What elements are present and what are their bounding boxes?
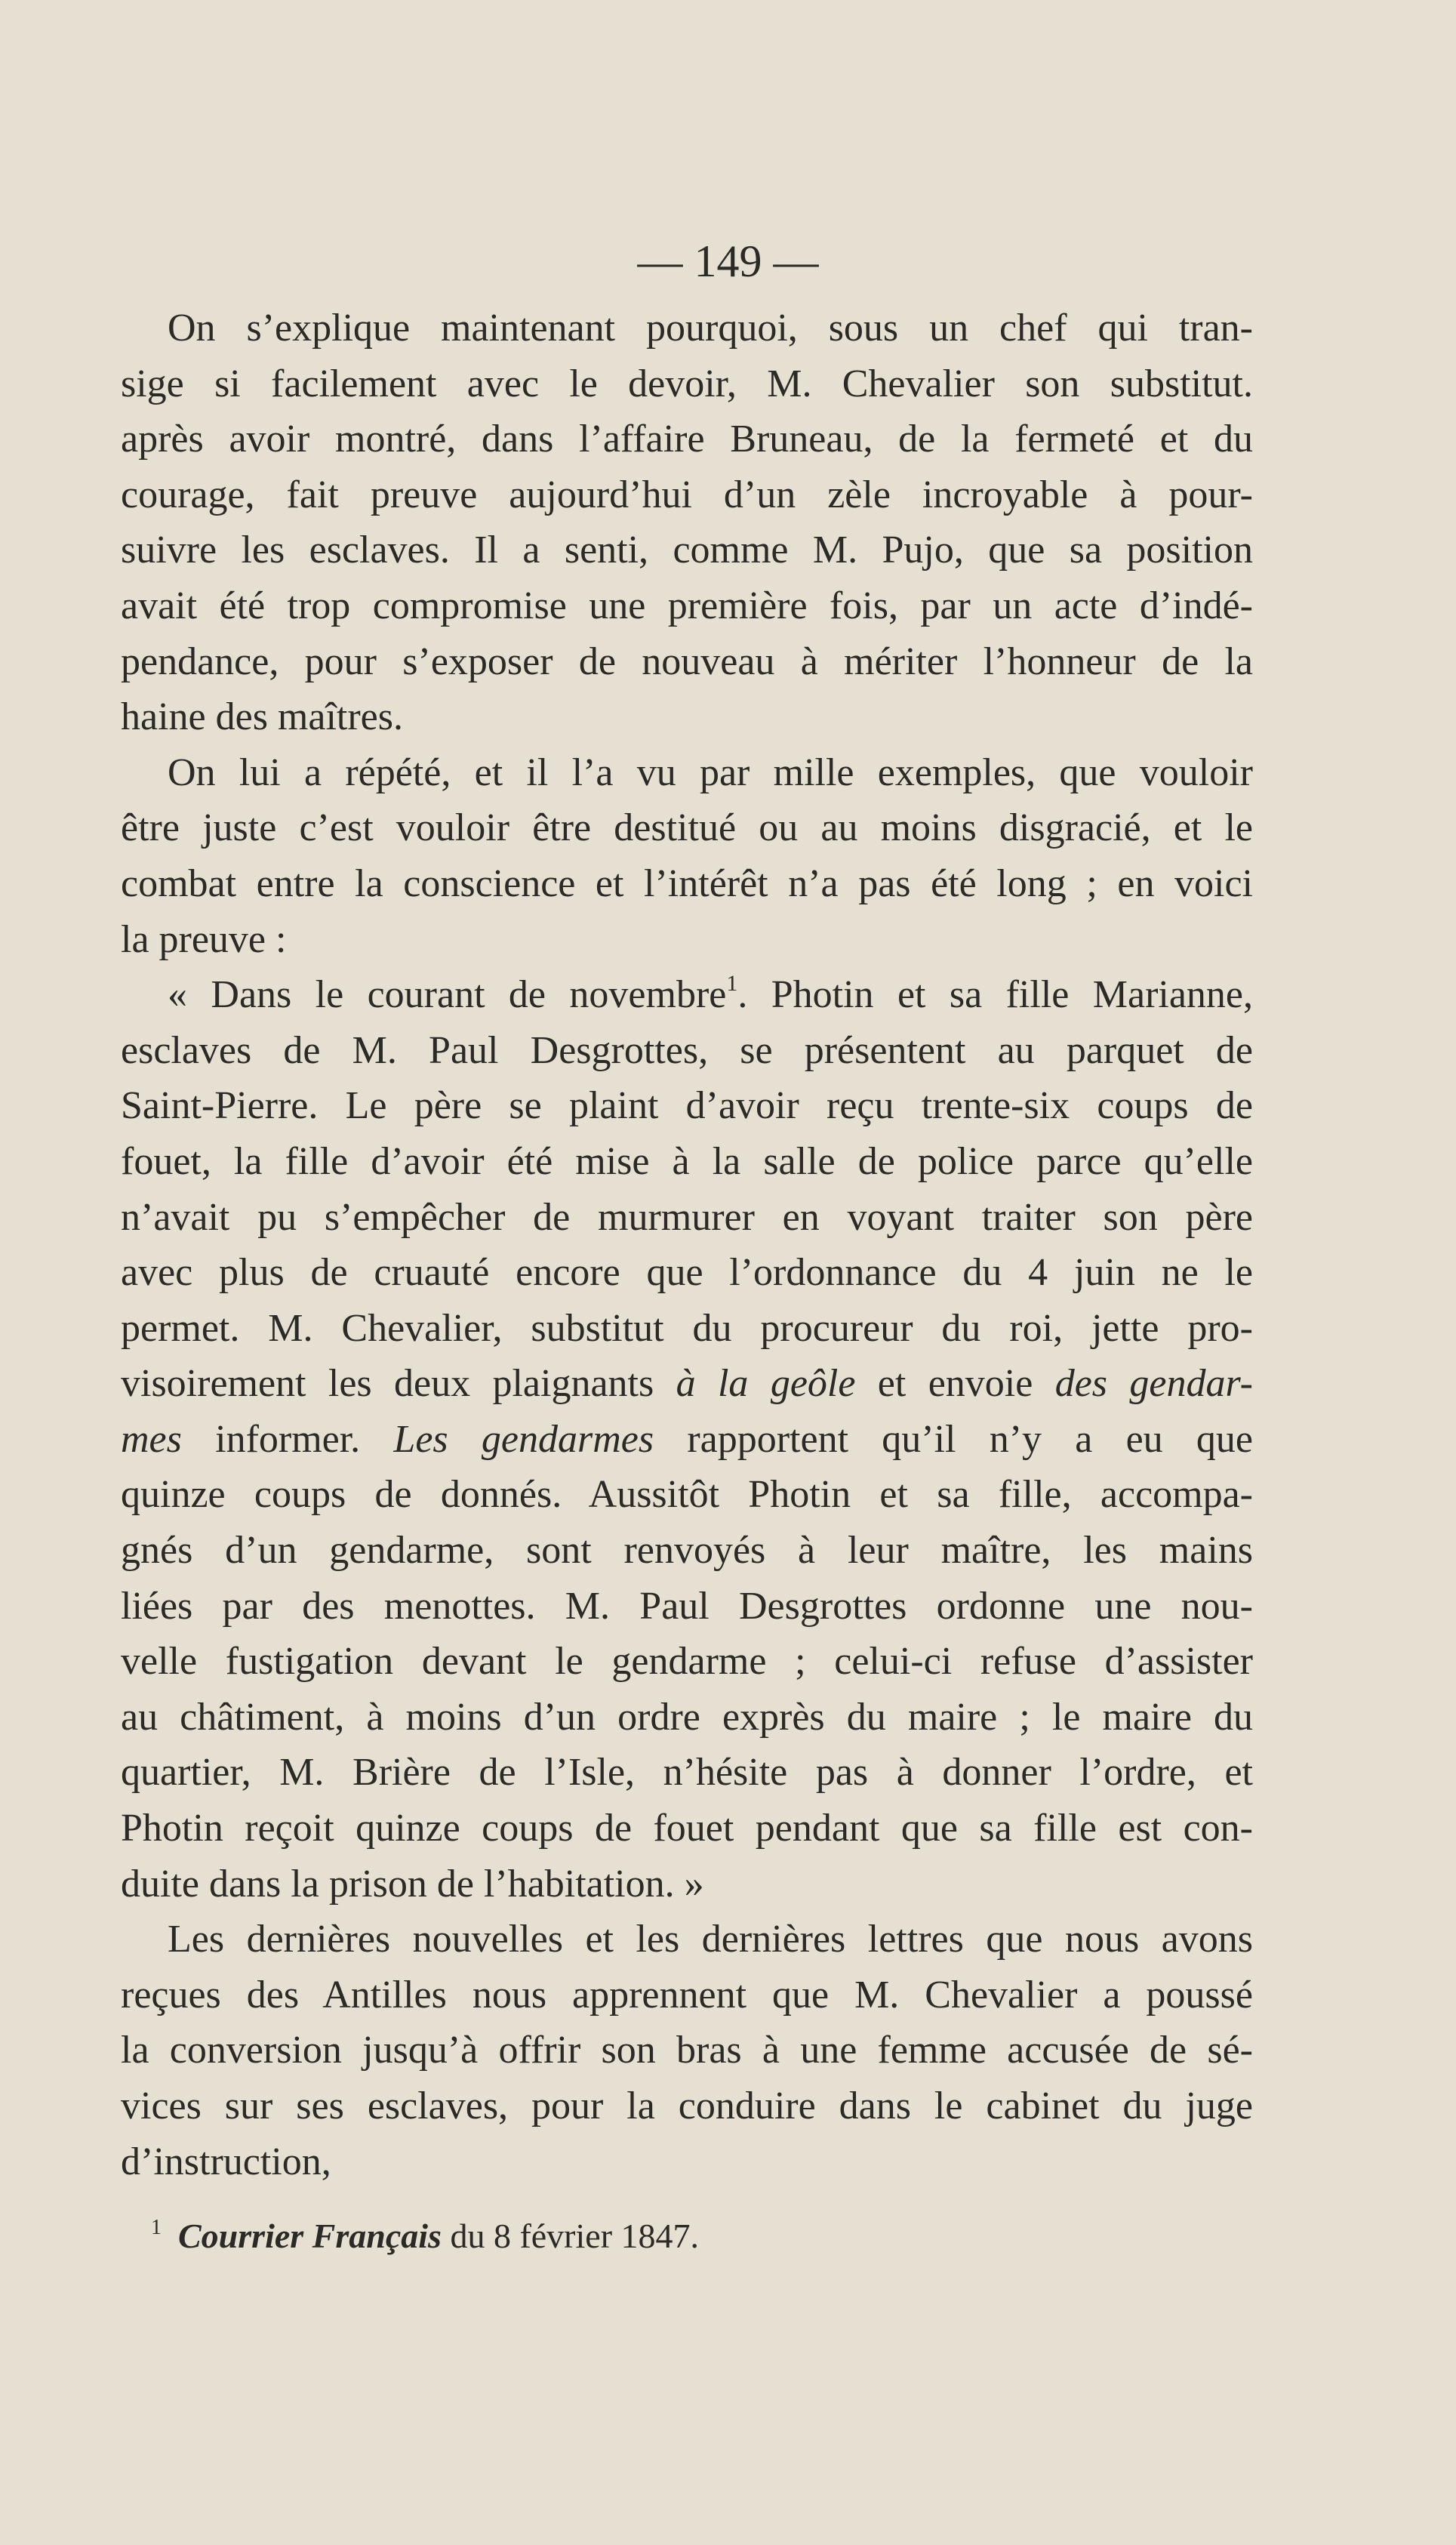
text-line: velle fustigation devant le gendarme ; celui-ci refuse d’assister — [121, 1640, 1253, 1684]
text-line: duite dans la prison de l’habitation. » — [121, 1862, 704, 1906]
text-line: vices sur ses esclaves, pour la conduire dans le cabinet du juge — [121, 2084, 1253, 2128]
text-line: combat entre la conscience et l’intérêt n’a pas été long ; en voici — [121, 861, 1253, 905]
text-line: suivre les esclaves. Il a senti, comme M. Pujo, que sa position — [121, 528, 1253, 572]
text-line: n’avait pu s’empêcher de murmurer en voyant traiter son père — [121, 1195, 1253, 1239]
text-line: sige si facilement avec le devoir, M. Chevalier son substitut. — [121, 362, 1253, 405]
text-line: avec plus de cruauté encore que l’ordonnance du 4 juin ne le — [121, 1251, 1253, 1295]
text-line — [121, 1356, 1253, 1412]
footnote-source-title: Courrier Français — [178, 2217, 442, 2255]
text-line: Les dernières nouvelles et les dernières lettres que nous avons — [168, 1918, 1253, 1961]
footnote — [151, 2214, 1208, 2259]
footnote-text: du 8 février 1847. — [441, 2217, 700, 2255]
text-line: esclaves de M. Paul Desgrottes, se présentent au parquet de — [121, 1028, 1253, 1072]
text-line: d’instruction, — [121, 2140, 331, 2183]
text-line: quinze coups de donnés. Aussitôt Photin et sa fille, accompa- — [121, 1473, 1253, 1517]
text-line — [121, 967, 1253, 1023]
text-line: avait été trop compromise une première fois, par un acte d’indé- — [121, 584, 1253, 627]
paragraph-3-quotation — [121, 967, 1253, 1912]
italic-text: mes — [121, 1417, 182, 1461]
italic-text: des gendar- — [1054, 1362, 1253, 1406]
text-line: Photin reçoit quinze coups de fouet pendant que sa fille est con- — [121, 1807, 1253, 1850]
body-text — [121, 300, 1253, 2189]
paragraph-1 — [121, 300, 1253, 745]
paragraph-2 — [121, 745, 1253, 967]
text-span: et envoie — [855, 1362, 1055, 1406]
paragraph-4 — [121, 1912, 1253, 2189]
text-span: « Dans le courant de novembre — [168, 973, 727, 1017]
text-line: reçues des Antilles nous apprennent que M. Chevalier a poussé — [121, 1973, 1253, 2017]
text-line — [121, 1412, 1253, 1468]
footnote-mark: 1 — [151, 2216, 162, 2239]
text-line: courage, fait preuve aujourd’hui d’un zèle incroyable à pour- — [121, 473, 1253, 516]
text-line: pendance, pour s’exposer de nouveau à mériter l’honneur de la — [121, 639, 1253, 683]
text-line: haine des maîtres. — [121, 695, 403, 739]
text-line: permet. M. Chevalier, substitut du procureur du roi, jette pro- — [121, 1306, 1253, 1350]
footnote-reference: 1 — [726, 971, 738, 997]
text-span: . Photin et sa fille Marianne, — [737, 973, 1253, 1017]
text-line: fouet, la fille d’avoir été mise à la salle de police parce qu’elle — [121, 1139, 1253, 1183]
text-line: Saint-Pierre. Le père se plaint d’avoir reçu trente-six coups de — [121, 1084, 1253, 1128]
text-line: au châtiment, à moins d’un ordre exprès du maire ; le maire du — [121, 1695, 1253, 1739]
text-line: après avoir montré, dans l’affaire Bruneau, de la fermeté et du — [121, 417, 1253, 461]
text-line: liées par des menottes. M. Paul Desgrottes ordonne une nou- — [121, 1584, 1253, 1628]
text-line: être juste c’est vouloir être destitué ou au moins disgracié, et le — [121, 806, 1253, 850]
text-line: quartier, M. Brière de l’Isle, n’hésite pas à donner l’ordre, et — [121, 1751, 1253, 1795]
italic-text: à la geôle — [676, 1362, 856, 1406]
text-span: rapportent qu’il n’y a eu que — [654, 1417, 1253, 1461]
text-line: la preuve : — [121, 917, 287, 961]
text-line: gnés d’un gendarme, sont renvoyés à leur maître, les mains — [121, 1529, 1253, 1573]
italic-text: Les gendarmes — [393, 1417, 654, 1461]
text-span: visoirement les deux plaignants — [121, 1362, 676, 1406]
text-line: On lui a répété, et il l’a vu par mille exemples, que vouloir — [168, 750, 1253, 794]
text-line: On s’explique maintenant pourquoi, sous un chef qui tran- — [168, 307, 1253, 350]
text-span: informer. — [181, 1417, 394, 1461]
page-number: — 149 — — [637, 236, 819, 286]
text-line: la conversion jusqu’à offrir son bras à une femme accusée de sé- — [121, 2029, 1253, 2072]
